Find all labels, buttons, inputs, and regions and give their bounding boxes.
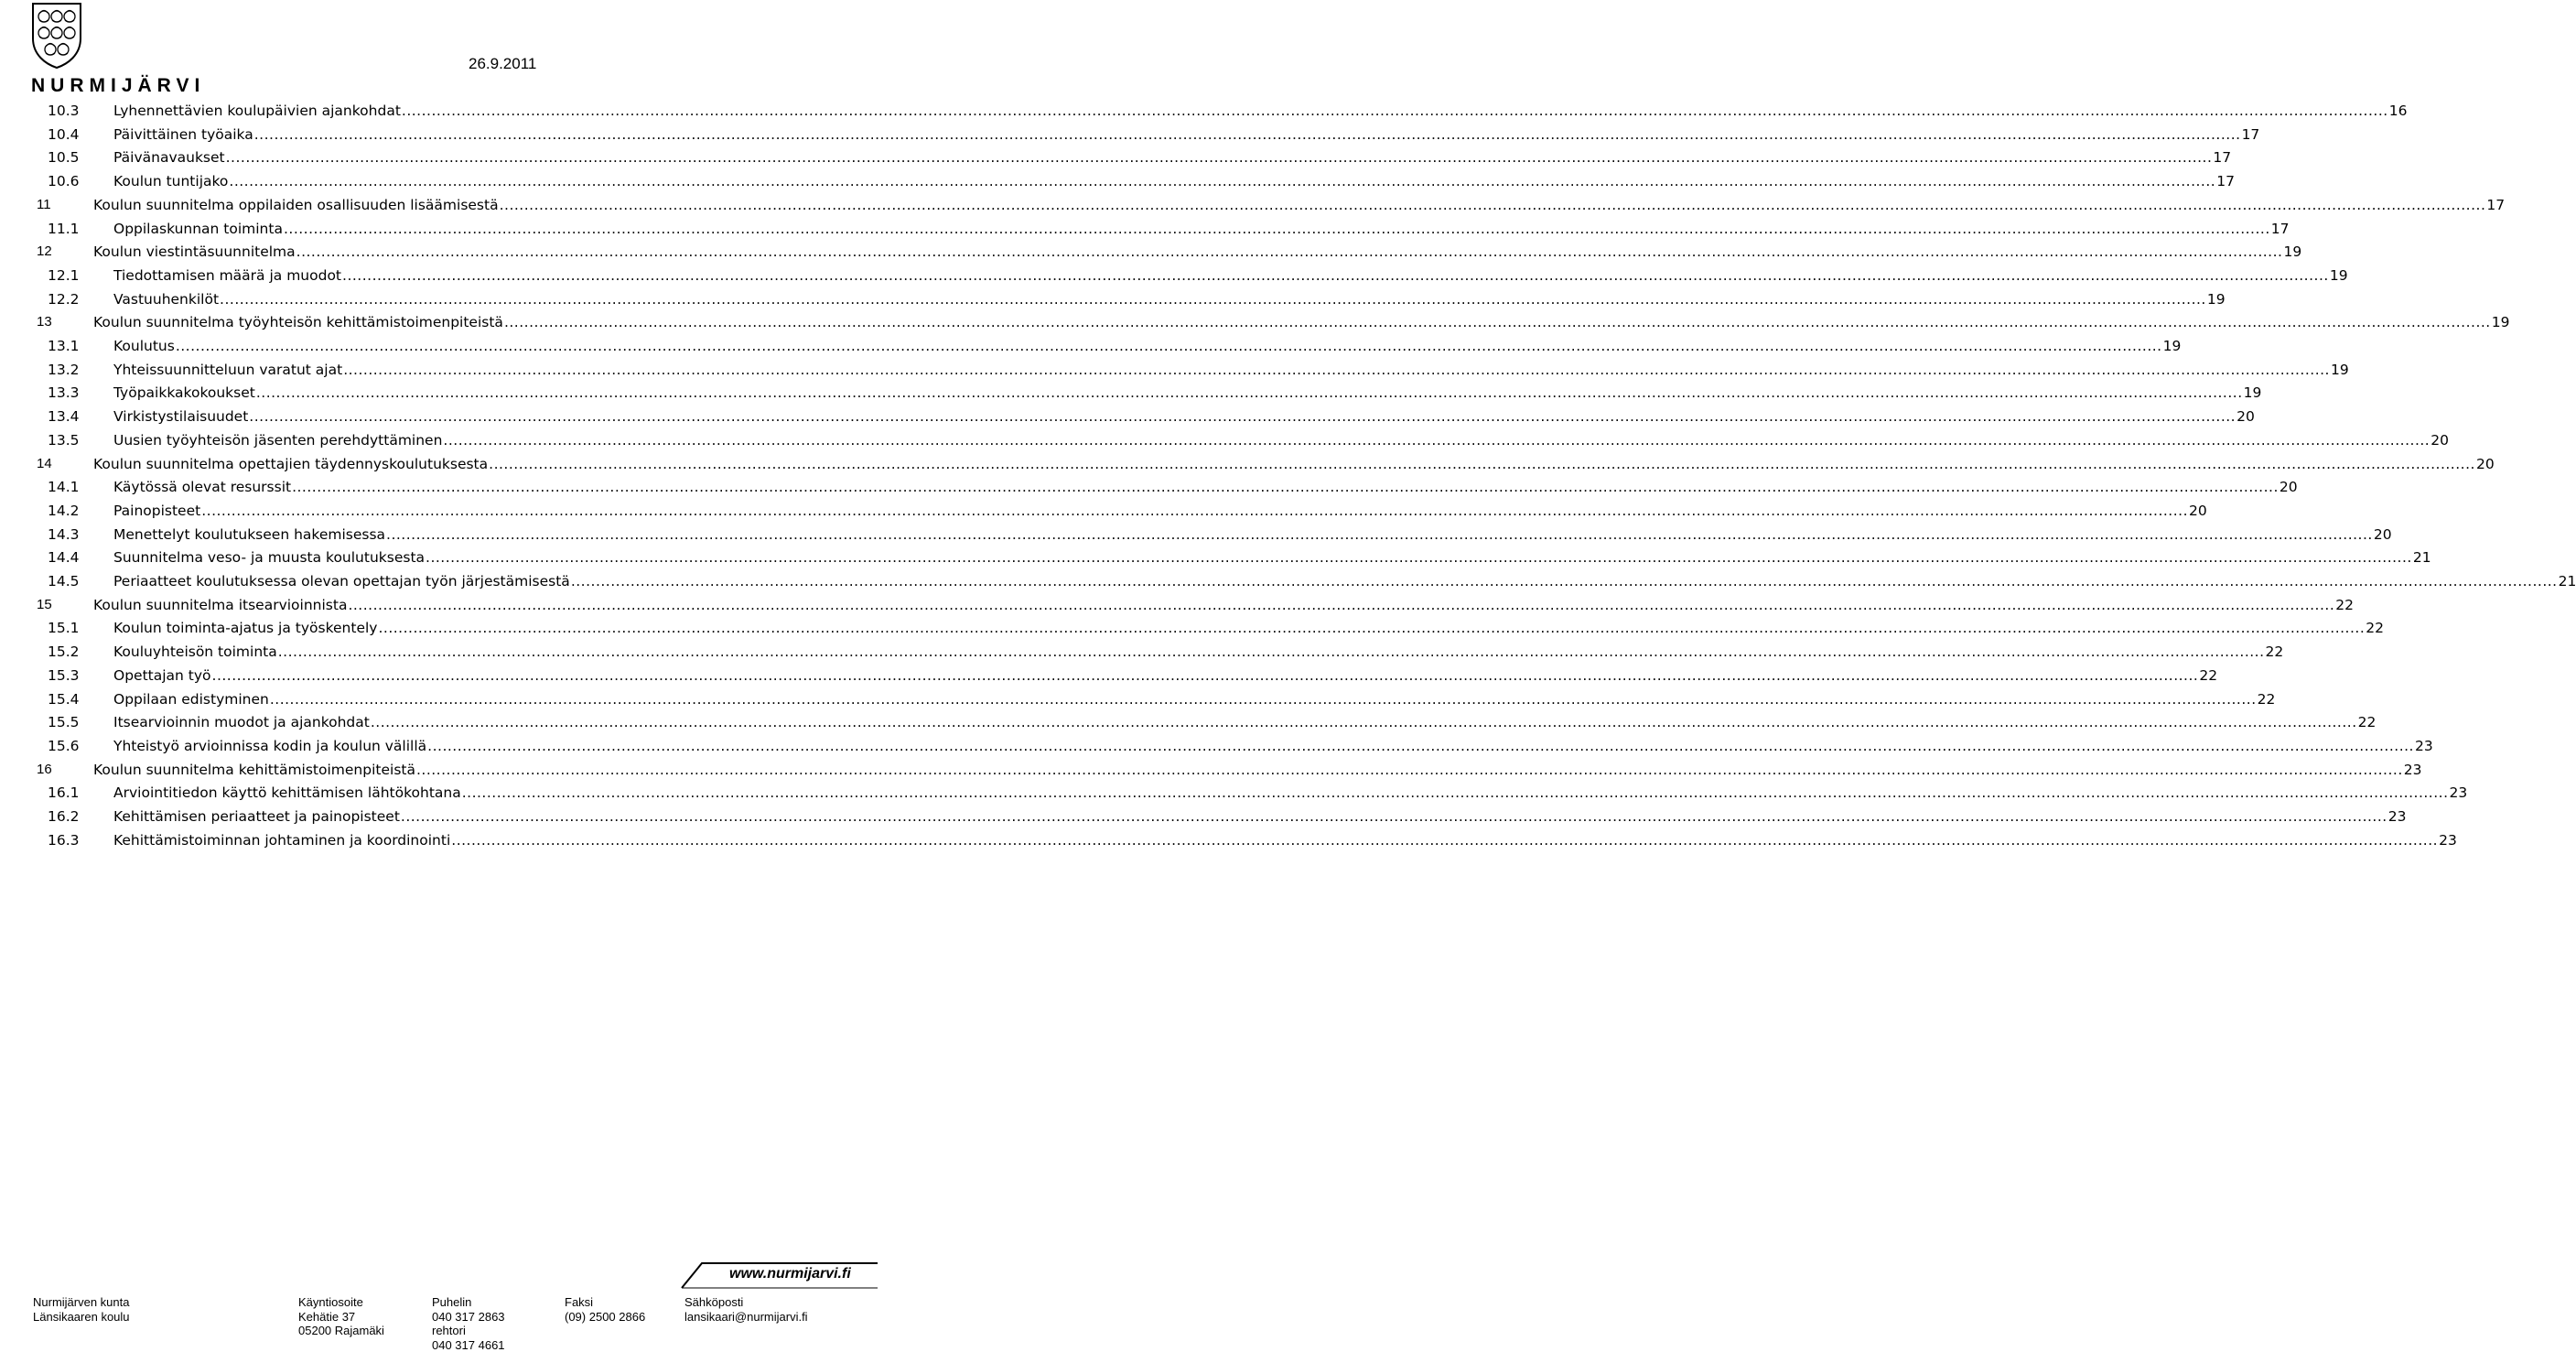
toc-entry-page: 19 bbox=[2283, 243, 2302, 261]
fax-number: (09) 2500 2866 bbox=[565, 1309, 646, 1324]
toc-entry-number: 14.1 bbox=[48, 479, 80, 496]
toc-entry-line bbox=[113, 569, 2576, 593]
toc-entry-line bbox=[93, 593, 2354, 617]
toc-entry-title: Yhteissuunnitteluun varatut ajat bbox=[113, 361, 343, 378]
dot-leader: ................................................................................................................................................................................................................................................................................................................................................................................................................ bbox=[415, 761, 2403, 778]
phone-number-2: 040 317 4661 bbox=[432, 1337, 505, 1352]
dot-leader: ................................................................................................................................................................................................................................................................................................................................................................................................................ bbox=[292, 479, 2279, 496]
toc-entry-title: Oppilaan edistyminen bbox=[113, 690, 269, 708]
toc-entry-number: 13.5 bbox=[48, 431, 80, 449]
toc-entry-page: 17 bbox=[2486, 196, 2506, 213]
toc-entry-number: 15.4 bbox=[48, 690, 80, 708]
toc-entry-page: 17 bbox=[2213, 149, 2232, 167]
toc-entry[interactable] bbox=[0, 734, 2433, 758]
toc-entry[interactable] bbox=[0, 123, 2260, 146]
toc-entry-line bbox=[113, 146, 2232, 169]
toc-entry-number: 15 bbox=[37, 596, 52, 612]
toc-entry-line bbox=[113, 805, 2407, 828]
toc-entry-page: 22 bbox=[2366, 620, 2385, 637]
toc-entry[interactable] bbox=[0, 99, 2408, 123]
toc-entry-number: 11.1 bbox=[48, 220, 80, 237]
toc-entry[interactable] bbox=[0, 758, 2422, 782]
toc-entry-number: 16.1 bbox=[48, 784, 80, 802]
toc-entry-line bbox=[113, 405, 2255, 428]
toc-entry-number: 15.3 bbox=[48, 666, 80, 684]
dot-leader: ................................................................................................................................................................................................................................................................................................................................................................................................................ bbox=[400, 808, 2387, 825]
nurmijarvi-logo bbox=[31, 2, 260, 97]
toc-entry-number: 10.3 bbox=[48, 103, 80, 119]
toc-entry[interactable] bbox=[0, 310, 2510, 334]
toc-entry-page: 19 bbox=[2491, 314, 2510, 331]
toc-entry-number: 16.2 bbox=[48, 808, 80, 825]
toc-entry-page: 16 bbox=[2388, 103, 2408, 119]
toc-entry-line bbox=[113, 169, 2235, 193]
toc-entry-title: Kouluyhteisön toiminta bbox=[113, 644, 277, 661]
dot-leader: ................................................................................................................................................................................................................................................................................................................................................................................................................ bbox=[253, 125, 2241, 143]
toc-entry-title: Menettelyt koulutukseen hakemisessa bbox=[113, 525, 386, 543]
dot-leader: ................................................................................................................................................................................................................................................................................................................................................................................................................ bbox=[427, 737, 2414, 754]
toc-entry-number: 15.6 bbox=[48, 737, 80, 754]
dot-leader: ................................................................................................................................................................................................................................................................................................................................................................................................................ bbox=[255, 384, 2243, 402]
dot-leader: ................................................................................................................................................................................................................................................................................................................................................................................................................ bbox=[370, 714, 2357, 731]
toc-entry[interactable] bbox=[0, 217, 2290, 241]
toc-entry-number: 15.2 bbox=[48, 644, 80, 661]
dot-leader: ................................................................................................................................................................................................................................................................................................................................................................................................................ bbox=[570, 573, 2558, 589]
toc-entry-page: 22 bbox=[2199, 666, 2218, 684]
toc-entry-page: 20 bbox=[2430, 431, 2449, 449]
toc-entry[interactable] bbox=[0, 334, 2182, 358]
fax-label: Faksi bbox=[565, 1295, 594, 1309]
toc-entry-page: 19 bbox=[2331, 361, 2349, 378]
toc-entry-line bbox=[113, 546, 2431, 569]
footer-visit-address bbox=[298, 1295, 384, 1338]
toc-entry-page: 17 bbox=[2216, 173, 2235, 190]
toc-entry[interactable] bbox=[0, 523, 2392, 546]
dot-leader: ................................................................................................................................................................................................................................................................................................................................................................................................................ bbox=[296, 243, 2283, 261]
toc-entry-title: Koulun toiminta-ajatus ja työskentely bbox=[113, 620, 378, 637]
toc-entry-number: 14.4 bbox=[48, 549, 80, 567]
dot-leader: ................................................................................................................................................................................................................................................................................................................................................................................................................ bbox=[378, 620, 2366, 637]
dot-leader: ................................................................................................................................................................................................................................................................................................................................................................................................................ bbox=[211, 666, 2199, 684]
toc-entry-title: Koulun suunnitelma oppilaiden osallisuuden lisäämisestä bbox=[93, 196, 499, 213]
email-label: Sähköposti bbox=[684, 1295, 744, 1309]
toc-entry-page: 23 bbox=[2439, 831, 2457, 849]
toc-entry[interactable] bbox=[0, 475, 2298, 499]
toc-entry-line bbox=[93, 452, 2495, 476]
toc-entry[interactable] bbox=[0, 452, 2495, 476]
toc-entry[interactable] bbox=[0, 287, 2226, 311]
toc-entry-number: 14.5 bbox=[48, 573, 80, 589]
toc-entry[interactable] bbox=[0, 569, 2576, 593]
toc-entry[interactable] bbox=[0, 687, 2276, 711]
toc-entry[interactable] bbox=[0, 405, 2255, 428]
toc-entry-page: 22 bbox=[2265, 644, 2284, 661]
org-name: Nurmijärven kunta bbox=[33, 1295, 130, 1309]
toc-entry-number: 12.2 bbox=[48, 290, 80, 308]
toc-entry[interactable] bbox=[0, 664, 2218, 687]
toc-entry-line bbox=[113, 640, 2284, 664]
toc-entry-number: 14.2 bbox=[48, 502, 80, 519]
toc-entry-line bbox=[113, 123, 2260, 146]
toc-entry-title: Lyhennettävien koulupäivien ajankohdat bbox=[113, 103, 401, 119]
toc-entry-line bbox=[113, 99, 2408, 123]
toc-entry-line bbox=[113, 287, 2226, 311]
toc-entry-number: 13.4 bbox=[48, 408, 80, 426]
toc-entry-line bbox=[93, 240, 2302, 264]
dot-leader: ................................................................................................................................................................................................................................................................................................................................................................................................................ bbox=[489, 455, 2475, 472]
toc-entry-page: 19 bbox=[2243, 384, 2262, 402]
visit-postal: 05200 Rajamäki bbox=[298, 1324, 384, 1337]
dot-leader: ................................................................................................................................................................................................................................................................................................................................................................................................................ bbox=[343, 361, 2330, 378]
toc-entry-number: 15.5 bbox=[48, 714, 80, 731]
dot-leader: ................................................................................................................................................................................................................................................................................................................................................................................................................ bbox=[348, 596, 2335, 613]
dot-leader: ................................................................................................................................................................................................................................................................................................................................................................................................................ bbox=[342, 266, 2329, 284]
dot-leader: ................................................................................................................................................................................................................................................................................................................................................................................................................ bbox=[503, 314, 2491, 331]
dot-leader: ................................................................................................................................................................................................................................................................................................................................................................................................................ bbox=[283, 220, 2270, 237]
toc-entry-line bbox=[93, 758, 2422, 782]
toc-entry-line bbox=[113, 710, 2377, 734]
toc-entry-page: 22 bbox=[2357, 714, 2377, 731]
dot-leader: ................................................................................................................................................................................................................................................................................................................................................................................................................ bbox=[461, 784, 2449, 802]
phone-role: rehtori bbox=[432, 1324, 466, 1337]
toc-entry-number: 13.1 bbox=[48, 338, 80, 354]
toc-entry-title: Kehittämisen periaatteet ja painopisteet bbox=[113, 808, 400, 825]
toc-entry-page: 21 bbox=[2558, 573, 2576, 589]
toc-entry[interactable] bbox=[0, 381, 2262, 405]
footer-organization bbox=[33, 1295, 130, 1324]
toc-entry-page: 19 bbox=[2329, 266, 2348, 284]
dot-leader: ................................................................................................................................................................................................................................................................................................................................................................................................................ bbox=[201, 502, 2189, 519]
dot-leader: ................................................................................................................................................................................................................................................................................................................................................................................................................ bbox=[229, 173, 2216, 190]
toc-entry-page: 20 bbox=[2373, 525, 2392, 543]
visit-street: Kehätie 37 bbox=[298, 1309, 356, 1324]
toc-entry[interactable] bbox=[0, 169, 2235, 193]
toc-entry-title: Koulun suunnitelma työyhteisön kehittämistoimenpiteistä bbox=[93, 314, 503, 331]
toc-entry[interactable] bbox=[0, 546, 2431, 569]
phone-label: Puhelin bbox=[432, 1295, 472, 1309]
toc-entry-title: Opettajan työ bbox=[113, 666, 211, 684]
toc-entry-title: Käytössä olevat resurssit bbox=[113, 479, 292, 496]
toc-entry[interactable] bbox=[0, 805, 2407, 828]
toc-entry-line bbox=[113, 358, 2349, 382]
toc-entry-number: 13.3 bbox=[48, 384, 80, 402]
toc-entry-title: Suunnitelma veso- ja muusta koulutuksesta bbox=[113, 549, 426, 567]
toc-entry[interactable] bbox=[0, 240, 2302, 264]
toc-entry[interactable] bbox=[0, 640, 2284, 664]
toc-entry-page: 23 bbox=[2387, 808, 2407, 825]
toc-entry-number: 14.3 bbox=[48, 525, 80, 543]
toc-entry[interactable] bbox=[0, 264, 2348, 287]
toc-entry-number: 15.1 bbox=[48, 620, 80, 637]
toc-entry-page: 20 bbox=[2279, 479, 2298, 496]
toc-entry-line bbox=[113, 499, 2207, 523]
dot-leader: ................................................................................................................................................................................................................................................................................................................................................................................................................ bbox=[386, 525, 2373, 543]
toc-entry-title: Tiedottamisen määrä ja muodot bbox=[113, 266, 342, 284]
toc-entry-title: Päivänavaukset bbox=[113, 149, 225, 167]
toc-entry-line bbox=[113, 264, 2348, 287]
toc-entry-line bbox=[113, 664, 2218, 687]
toc-entry-page: 22 bbox=[2335, 596, 2354, 613]
toc-entry-number: 16 bbox=[37, 761, 52, 777]
toc-entry-page: 23 bbox=[2449, 784, 2468, 802]
toc-entry-page: 19 bbox=[2206, 290, 2226, 308]
dot-leader: ................................................................................................................................................................................................................................................................................................................................................................................................................ bbox=[225, 149, 2213, 167]
toc-entry-number: 16.3 bbox=[48, 831, 80, 849]
toc-entry[interactable] bbox=[0, 193, 2506, 217]
toc-entry-line bbox=[93, 310, 2510, 334]
dot-leader: ................................................................................................................................................................................................................................................................................................................................................................................................................ bbox=[499, 196, 2486, 213]
dot-leader: ................................................................................................................................................................................................................................................................................................................................................................................................................ bbox=[175, 338, 2162, 354]
toc-entry[interactable] bbox=[0, 499, 2207, 523]
dot-leader: ................................................................................................................................................................................................................................................................................................................................................................................................................ bbox=[220, 290, 2206, 308]
footer-fax bbox=[565, 1295, 645, 1324]
toc-entry-page: 17 bbox=[2270, 220, 2290, 237]
toc-entry-title: Koulun suunnitelma itsearvioinnista bbox=[93, 596, 348, 613]
toc-entry-title: Uusien työyhteisön jäsenten perehdyttäminen bbox=[113, 431, 443, 449]
toc-entry-page: 20 bbox=[2475, 455, 2495, 472]
toc-entry-line bbox=[113, 428, 2449, 452]
toc-entry-line bbox=[113, 334, 2182, 358]
phone-number-1: 040 317 2863 bbox=[432, 1309, 505, 1324]
page-footer bbox=[0, 1295, 878, 1352]
school-name: Länsikaaren koulu bbox=[33, 1309, 130, 1324]
dot-leader: ................................................................................................................................................................................................................................................................................................................................................................................................................ bbox=[426, 549, 2412, 567]
toc-entry-number: 12.1 bbox=[48, 266, 80, 284]
toc-entry-title: Painopisteet bbox=[113, 502, 201, 519]
toc-entry-number: 10.5 bbox=[48, 149, 80, 167]
toc-entry-title: Vastuuhenkilöt bbox=[113, 290, 220, 308]
toc-entry-title: Koulun suunnitelma opettajien täydennyskoulutuksesta bbox=[93, 455, 489, 472]
dot-leader: ................................................................................................................................................................................................................................................................................................................................................................................................................ bbox=[249, 408, 2236, 426]
document-date: 26.9.2011 bbox=[469, 55, 537, 72]
toc-entry-title: Oppilaskunnan toiminta bbox=[113, 220, 283, 237]
toc-entry-title: Itsearvioinnin muodot ja ajankohdat bbox=[113, 714, 370, 731]
toc-entry[interactable] bbox=[0, 828, 2457, 852]
toc-entry-line bbox=[113, 475, 2298, 499]
toc-entry-page: 17 bbox=[2241, 125, 2260, 143]
toc-entry-line bbox=[113, 781, 2468, 805]
toc-entry[interactable] bbox=[0, 428, 2449, 452]
toc-entry-number: 14 bbox=[37, 455, 52, 471]
toc-entry-title: Koulun suunnitelma kehittämistoimenpiteistä bbox=[93, 761, 415, 778]
toc-entry-line bbox=[113, 217, 2290, 241]
toc-entry[interactable] bbox=[0, 593, 2354, 617]
toc-entry-page: 22 bbox=[2257, 690, 2276, 708]
email-address[interactable]: lansikaari@nurmijarvi.fi bbox=[684, 1309, 808, 1324]
toc-entry-title: Virkistystilaisuudet bbox=[113, 408, 249, 426]
toc-entry-line bbox=[113, 687, 2276, 711]
toc-entry[interactable] bbox=[0, 616, 2385, 640]
toc-entry-number: 10.6 bbox=[48, 173, 80, 190]
footer-url-banner bbox=[682, 1263, 878, 1289]
toc-entry-page: 20 bbox=[2189, 502, 2207, 519]
dot-leader: ................................................................................................................................................................................................................................................................................................................................................................................................................ bbox=[401, 103, 2388, 119]
dot-leader: ................................................................................................................................................................................................................................................................................................................................................................................................................ bbox=[451, 831, 2439, 849]
dot-leader: ................................................................................................................................................................................................................................................................................................................................................................................................................ bbox=[277, 644, 2265, 661]
toc-entry-line bbox=[93, 193, 2506, 217]
dot-leader: ................................................................................................................................................................................................................................................................................................................................................................................................................ bbox=[269, 690, 2257, 708]
toc-entry-number: 13.2 bbox=[48, 361, 80, 378]
toc-entry-title: Koulun tuntijako bbox=[113, 173, 229, 190]
footer-phone bbox=[432, 1295, 505, 1352]
toc-entry-line bbox=[113, 734, 2433, 758]
toc-entry-page: 20 bbox=[2236, 408, 2255, 426]
footer-email bbox=[684, 1295, 808, 1324]
toc-entry-line bbox=[113, 381, 2262, 405]
visit-label: Käyntiosoite bbox=[298, 1295, 363, 1309]
toc-entry-title: Koulun viestintäsuunnitelma bbox=[93, 243, 296, 261]
toc-entry-title: Työpaikkakokoukset bbox=[113, 384, 255, 402]
coat-of-arms-icon bbox=[31, 2, 82, 70]
toc-entry-page: 23 bbox=[2403, 761, 2422, 778]
toc-entry-title: Koulutus bbox=[113, 338, 175, 354]
toc-entry-line bbox=[113, 616, 2385, 640]
toc-entry-number: 13 bbox=[37, 314, 52, 330]
toc-entry[interactable] bbox=[0, 781, 2468, 805]
toc-entry-number: 10.4 bbox=[48, 125, 80, 143]
toc-entry-title: Yhteistyö arvioinnissa kodin ja koulun välillä bbox=[113, 737, 427, 754]
toc-entry-number: 11 bbox=[37, 196, 51, 212]
toc-entry[interactable] bbox=[0, 710, 2377, 734]
dot-leader: ................................................................................................................................................................................................................................................................................................................................................................................................................ bbox=[443, 431, 2430, 449]
toc-entry-page: 21 bbox=[2412, 549, 2431, 567]
toc-entry-title: Kehittämistoiminnan johtaminen ja koordinointi bbox=[113, 831, 451, 849]
toc-entry-title: Päivittäinen työaika bbox=[113, 125, 253, 143]
toc-entry[interactable] bbox=[0, 358, 2349, 382]
toc-entry-title: Periaatteet koulutuksessa olevan opettajan työn järjestämisestä bbox=[113, 573, 570, 589]
website-link[interactable]: www.nurmijarvi.fi bbox=[729, 1266, 851, 1282]
toc-entry-line bbox=[113, 523, 2392, 546]
toc-entry-line bbox=[113, 828, 2457, 852]
toc-entry-title: Arviointitiedon käyttö kehittämisen lähtökohtana bbox=[113, 784, 461, 802]
toc-entry-number: 12 bbox=[37, 243, 52, 260]
toc-entry[interactable] bbox=[0, 146, 2232, 169]
toc-entry-page: 19 bbox=[2162, 338, 2182, 354]
logo-wordmark: NURMIJÄRVI bbox=[31, 75, 206, 96]
toc-entry-page: 23 bbox=[2414, 737, 2433, 754]
